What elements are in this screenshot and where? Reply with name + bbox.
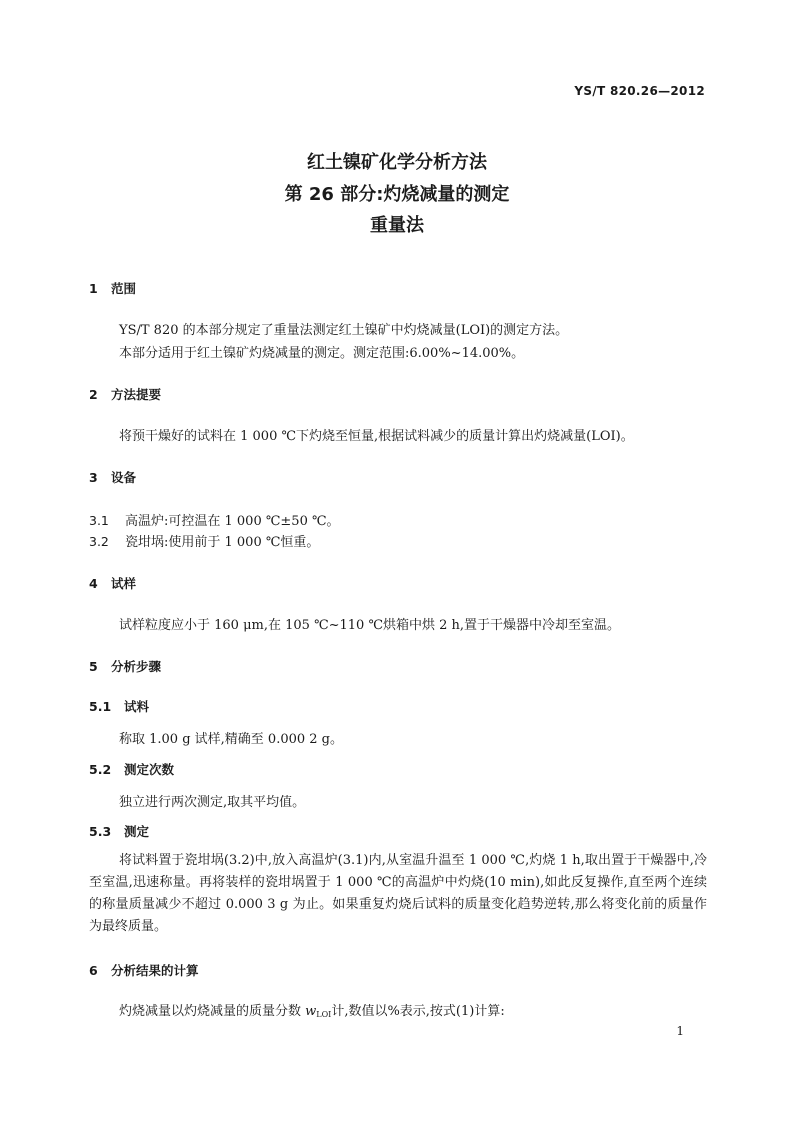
section-1-paragraph-1: YS/T 820 的本部分规定了重量法测定红土镍矿中灼烧减量(LOI)的测定方法。 — [119, 323, 569, 338]
subsection-number: 5.3 — [89, 824, 112, 839]
section-number: 5 — [89, 659, 98, 674]
subsection-number: 5.2 — [89, 762, 112, 777]
doc-title-line2: 第 26 部分:灼烧减量的测定 — [284, 184, 510, 205]
section-6-heading — [89, 961, 199, 979]
subsection-5-2-heading — [89, 760, 174, 778]
subsection-number: 5.1 — [89, 699, 112, 714]
doc-title-line3: 重量法 — [370, 215, 424, 236]
section-title: 试样 — [111, 576, 137, 591]
section-title: 方法提要 — [111, 387, 162, 402]
section-number: 6 — [89, 963, 98, 978]
section-4-heading — [89, 574, 136, 592]
section-4-paragraph: 试样粒度应小于 160 μm,在 105 ℃~110 ℃烘箱中烘 2 h,置于干燥器中冷却至室温。 — [119, 618, 621, 633]
item-3-2 — [89, 531, 319, 550]
subsection-5-1-heading — [89, 697, 149, 715]
section-number: 4 — [89, 576, 98, 591]
section-3-heading — [89, 468, 136, 486]
item-number: 3.1 — [89, 513, 109, 528]
section-title: 范围 — [111, 281, 137, 296]
text-fragment: 灼烧减量以灼烧减量的质量分数 — [119, 1004, 306, 1019]
section-title: 设备 — [111, 470, 137, 485]
item-3-1 — [89, 510, 340, 529]
item-text: 瓷坩埚:使用前于 1 000 ℃恒重。 — [125, 535, 320, 550]
section-2-paragraph: 将预干燥好的试料在 1 000 ℃下灼烧至恒量,根据试料减少的质量计算出灼烧减量(LOI)。 — [119, 429, 634, 444]
section-number: 3 — [89, 470, 98, 485]
section-1-heading — [89, 279, 136, 297]
subsection-5-2-paragraph: 独立进行两次测定,取其平均值。 — [119, 795, 306, 810]
section-title: 分析步骤 — [111, 659, 162, 674]
standard-code: YS/T 820.26—2012 — [574, 84, 705, 98]
section-number: 1 — [89, 281, 98, 296]
section-number: 2 — [89, 387, 98, 402]
variable-subscript: LOI — [316, 1010, 332, 1019]
subsection-title: 测定 — [124, 824, 150, 839]
subsection-5-3-paragraph: 将试料置于瓷坩埚(3.2)中,放入高温炉(3.1)内,从室温升温至 1 000 ℃,灼烧 1 h,取出置于干燥器中,冷至室温,迅速称量。再将装样的瓷坩埚置于 1 000 ℃的高温炉中灼烧(10 min),如此反复操作,直至两个连续的称量质量减少不超过 0.000 3 g 为止。如果重复灼烧后试料的质量变化趋势逆转,那么将变化前的质量作为最终质量。 — [89, 853, 707, 934]
section-6-paragraph — [119, 1000, 505, 1019]
subsection-5-1-paragraph: 称取 1.00 g 试样,精确至 0.000 2 g。 — [119, 732, 344, 747]
item-text: 高温炉:可控温在 1 000 ℃±50 ℃。 — [125, 514, 340, 529]
doc-title-line1: 红土镍矿化学分析方法 — [307, 152, 487, 173]
section-2-heading — [89, 385, 161, 403]
variable-w: w — [305, 1004, 317, 1019]
subsection-title: 试料 — [124, 699, 150, 714]
section-title: 分析结果的计算 — [111, 963, 199, 978]
page-number: 1 — [676, 1024, 684, 1038]
subsection-title: 测定次数 — [124, 762, 175, 777]
subsection-5-3-heading — [89, 822, 149, 840]
section-1-paragraph-2: 本部分适用于红土镍矿灼烧减量的测定。测定范围:6.00%~14.00%。 — [119, 346, 525, 361]
item-number: 3.2 — [89, 534, 109, 549]
section-5-heading — [89, 657, 161, 675]
text-fragment: 计,数值以%表示,按式(1)计算: — [331, 1004, 505, 1019]
